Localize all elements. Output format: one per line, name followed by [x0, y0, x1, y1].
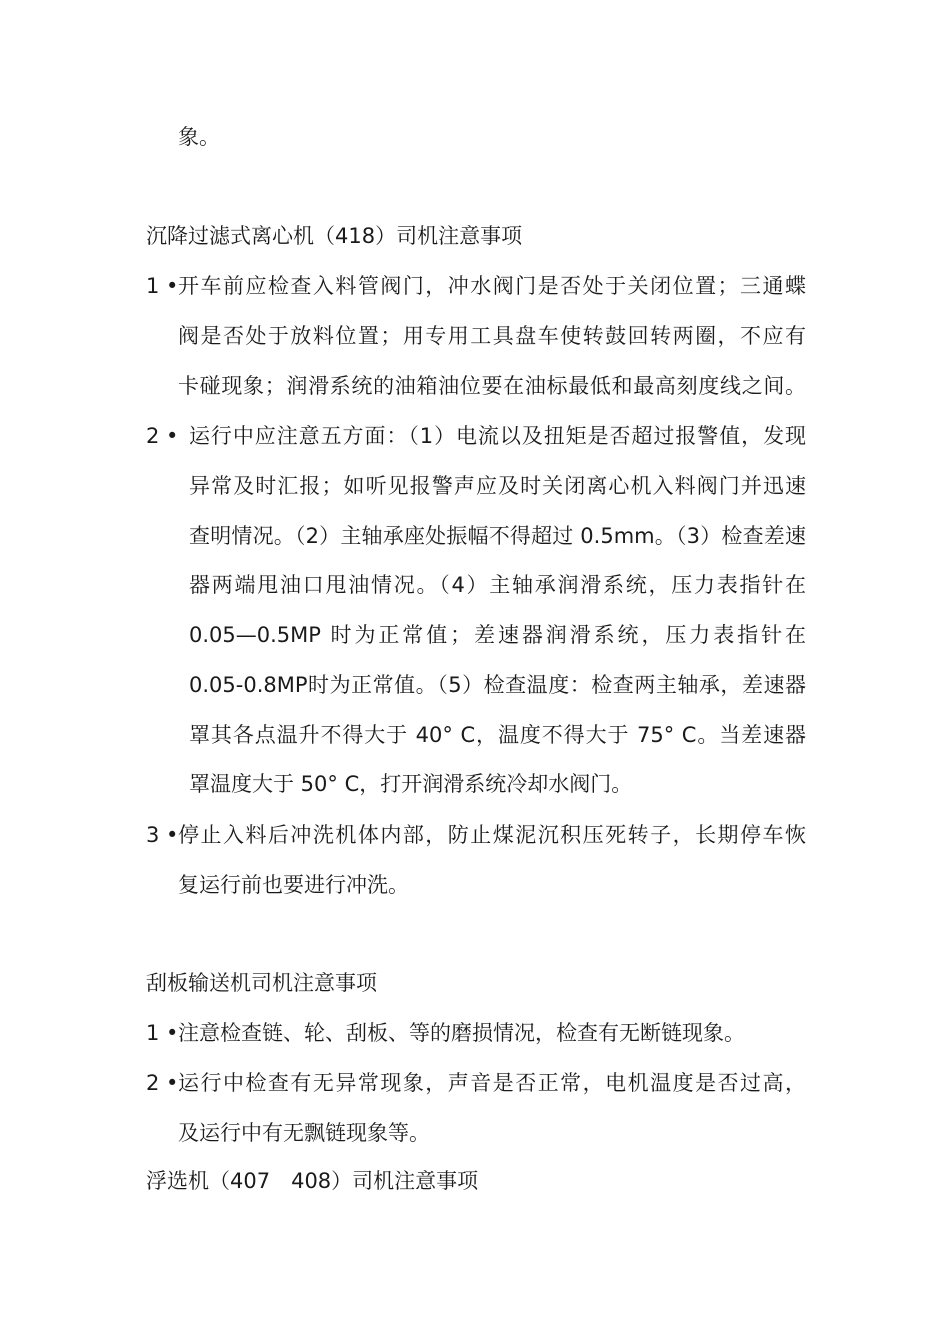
list-item-line: 运行中应注意五方面：（1）电流以及扭矩是否超过报警值，发现 — [189, 424, 806, 448]
list-item-line: 阀是否处于放料位置；用专用工具盘车使转鼓回转两圈，不应有 — [178, 324, 806, 348]
list-marker: 2 • — [146, 1071, 179, 1095]
list-item-line: 复运行前也要进行冲洗。 — [178, 873, 409, 897]
section-heading-flotation: 浮选机（407 408）司机注意事项 — [146, 1169, 479, 1193]
list-marker: 2 • — [146, 424, 179, 448]
list-item-line: 停止入料后冲洗机体内部，防止煤泥沉积压死转子，长期停车恢 — [178, 823, 806, 847]
list-item-line: 查明情况。（2）主轴承座处振幅不得超过 0.5mm。（3）检查差速 — [189, 524, 806, 548]
list-item-line: 及运行中有无飘链现象等。 — [178, 1121, 430, 1145]
list-item-line: 运行中检查有无异常现象，声音是否正常，电机温度是否过高， — [178, 1071, 806, 1095]
list-item-line: 卡碰现象；润滑系统的油箱油位要在油标最低和最高刻度线之间。 — [178, 374, 806, 398]
list-marker: 1 • — [146, 274, 179, 298]
list-item-line: 罩其各点温升不得大于 40° C，温度不得大于 75° C。当差速器 — [189, 723, 806, 747]
list-marker: 1 • — [146, 1021, 179, 1045]
list-item-line: 开车前应检查入料管阀门，冲水阀门是否处于关闭位置；三通蝶 — [178, 274, 806, 298]
list-item-line: 器两端甩油口甩油情况。（4）主轴承润滑系统，压力表指针在 — [189, 573, 806, 597]
list-item-line: 异常及时汇报；如听见报警声应及时关闭离心机入料阀门并迅速 — [189, 474, 806, 498]
list-marker: 3 • — [146, 823, 179, 847]
list-item-line: 0.05-0.8MP时为正常值。（5）检查温度：检查两主轴承，差速器 — [189, 673, 806, 697]
continuation-text: 象。 — [178, 125, 220, 149]
list-item-line: 罩温度大于 50° C，打开润滑系统冷却水阀门。 — [189, 772, 633, 796]
list-item-line: 0.05—0.5MP 时为正常值；差速器润滑系统，压力表指针在 — [189, 623, 806, 647]
section-heading-centrifuge: 沉降过滤式离心机（418）司机注意事项 — [146, 224, 523, 248]
section-heading-scraper-conveyor: 刮板输送机司机注意事项 — [146, 971, 377, 995]
list-item-line: 注意检查链、轮、刮板、等的磨损情况，检查有无断链现象。 — [178, 1021, 745, 1045]
